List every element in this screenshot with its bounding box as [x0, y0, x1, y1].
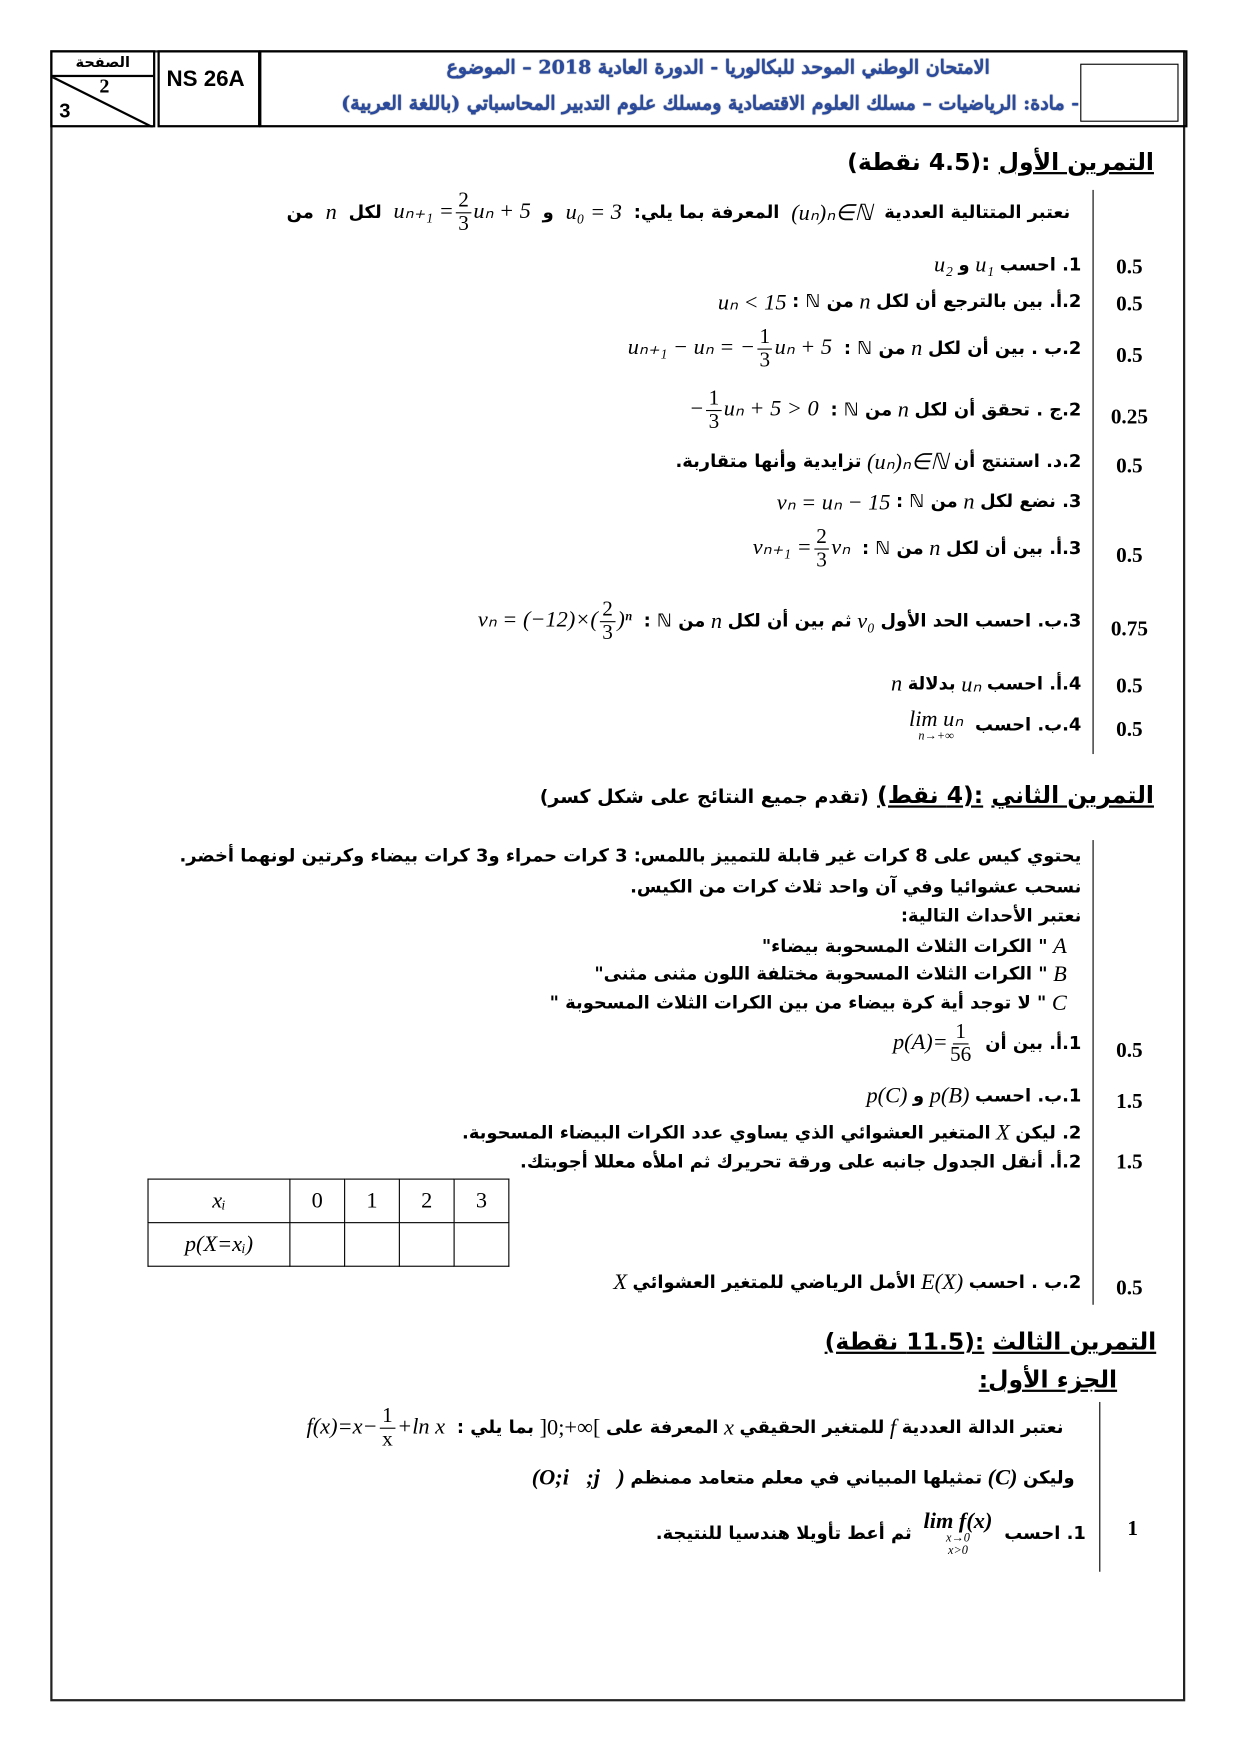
from-word: من: [286, 201, 314, 223]
page-label: الصفحة: [53, 53, 154, 78]
fraction: [456, 190, 471, 236]
fraction: [814, 526, 829, 572]
math-expression: [307, 1405, 446, 1451]
ex1-q4a-text: 4.أ. احسب: [986, 672, 1082, 694]
fraction: [600, 599, 615, 645]
page-total: 3: [59, 99, 71, 122]
ex1-q3a-m2: vₙ: [831, 535, 851, 560]
ex2-events-2-text: " لا توجد أية كرة بيضاء من بين الكرات الثلاث المسحوبة ": [549, 991, 1047, 1014]
ex2-events-1-name: B: [1053, 961, 1067, 987]
ex3-l2-C: (C): [987, 1465, 1018, 1491]
ex1-q2b: [622, 326, 1081, 372]
ex1-q4a-n: n: [890, 671, 903, 696]
ex3-title: التمرين الثالث: [992, 1328, 1157, 1356]
ex1-q2c-m1: −: [689, 396, 705, 422]
ex2-q1a-den: 56: [950, 1043, 972, 1067]
ex2-q1a-text: 1.أ. بين أن: [985, 1032, 1082, 1054]
ex1-q2a-math: uₙ < 15: [717, 290, 787, 316]
ex1-q2b-num: 1: [757, 326, 772, 349]
event-C: [550, 991, 1073, 1017]
ex3-q1-text: 1. احسب: [1004, 1522, 1086, 1544]
for-all: لكل: [348, 201, 382, 223]
ex3-q1-lim: lim f(x): [923, 1509, 993, 1534]
ex2-q2b-text: 2.ب . احسب: [968, 1271, 1082, 1293]
ex1-q3-text: 3. نضع لكل: [980, 490, 1082, 512]
intro-text: نعتبر المتتالية العددية: [884, 201, 1071, 223]
ex3-title: [825, 1328, 1157, 1355]
ex2-q2b: [608, 1270, 1082, 1296]
ex1-q2c-den: 3: [708, 409, 720, 434]
fraction: [706, 388, 721, 434]
ex2-table-row1_head: xᵢ: [148, 1179, 290, 1223]
math-expression: [924, 1510, 993, 1557]
q3a-points: 0.5: [1116, 544, 1143, 568]
ex2-q2b-EX: E(X): [921, 1270, 964, 1295]
ex3-l1-num: 1: [380, 1405, 395, 1428]
recurrence: [393, 190, 530, 236]
ex3-l2-a: وليكن: [1023, 1466, 1075, 1488]
ex2-q1b-pC: p(C): [866, 1083, 908, 1109]
ex2-q1a-m1: p(A)=: [892, 1030, 948, 1055]
ex2-table-values-2: 2: [399, 1179, 454, 1223]
ex3-line-2: [526, 1466, 1075, 1492]
ex3-l1-dom: ]0;+∞[: [539, 1415, 601, 1440]
var-n: n: [325, 199, 337, 225]
ex1-q4a-by: بدلالة: [907, 672, 956, 694]
ex2-q2a-points: 1.5: [1116, 1150, 1143, 1175]
ex3-l2-b: تمثيلها المبياني في معلم متعامد ممنظم: [630, 1466, 983, 1488]
q4b-points: 0.5: [1116, 718, 1143, 742]
ex1-q2b-den: 3: [759, 348, 771, 372]
ex1-q3b-num: 2: [600, 599, 615, 622]
ex1-q2b-m2: uₙ + 5: [774, 335, 833, 360]
ex1-intro-num: 2: [456, 190, 471, 213]
ex2-q1b-text: 1.ب. احسب: [975, 1084, 1082, 1106]
event-A: [762, 934, 1073, 960]
ex1-q1-u1: u₁: [975, 252, 995, 278]
ex1-q1-text: 1. احسب: [999, 253, 1082, 275]
ex1-q3: [771, 488, 1081, 516]
math-expression: [689, 388, 819, 434]
ex1-q2d-rest: تزايدية وأنها متقاربة.: [675, 450, 862, 472]
ex1-q2a-text: 2.أ. بين بالترجع أن لكل: [876, 290, 1082, 312]
ex2-points-divider: [1093, 840, 1094, 1305]
math-expression: [478, 599, 632, 645]
ex1-q2a: [712, 288, 1081, 316]
ex1-q2b-n: n: [911, 336, 923, 361]
ex1-q4b-text: 4.ب. احسب: [975, 713, 1082, 736]
q2a-points: 0.5: [1116, 292, 1143, 317]
ex1-q4b-under: n→+∞: [918, 729, 954, 743]
ex1-q4a: [885, 670, 1081, 698]
ex1-q1-u2: u₂: [934, 252, 953, 278]
ex1-intro: [287, 190, 1071, 236]
ex1-q3a-num: 2: [814, 526, 829, 549]
ex1-q3-n: n: [963, 489, 975, 514]
ex2-title: [540, 782, 1154, 809]
ex1-q2b-text: 2.ب . بين أن لكل: [927, 337, 1082, 359]
ex3-q1: [656, 1510, 1086, 1557]
ex2-line-1: يحتوي كيس على 8 كرات غير قابلة للتمييز باللمس: 3 كرات حمراء و3 كرات بيضاء وكرتين لونهما أخضر.: [179, 844, 1082, 866]
ex2-table-values-0: 0: [290, 1179, 345, 1223]
ex2-title: التمرين الثاني: [991, 781, 1154, 809]
exam-title-box: [259, 50, 1187, 127]
ex2-q2a: 2.أ. أنقل الجدول جانبه على ورقة تحريرك ثم املأه معللا أجوبتك.: [520, 1150, 1082, 1172]
ex3-l1-c: المعرفة على: [605, 1416, 719, 1438]
ex1-q2c-n: n: [897, 397, 909, 423]
probability-table: [147, 1179, 509, 1267]
ex2-q2-X: X: [996, 1120, 1010, 1146]
fraction: [380, 1405, 395, 1451]
ex3-q1-points: 1: [1127, 1517, 1139, 1541]
exam-code-box: [158, 50, 261, 127]
ex1-q1: [928, 252, 1081, 278]
page-number-box: [50, 50, 155, 127]
ex2-points: :(4 نقط): [877, 781, 984, 809]
ex1-q1-and: و: [958, 253, 970, 275]
ex3-l1-m1: f(x)=x−: [306, 1414, 378, 1439]
ex1-q2a-from: من ℕ :: [792, 290, 854, 312]
q3b-points: 0.75: [1110, 617, 1148, 642]
ex1-q3b-den: 3: [602, 621, 613, 645]
ex1-q2a-n: n: [859, 289, 871, 314]
page-current: 2: [99, 74, 110, 98]
ex1-q2c-m2: uₙ + 5 > 0: [723, 396, 819, 422]
ex1-q3-math: vₙ = uₙ − 15: [776, 490, 891, 515]
ex3-l1-x: x: [723, 1415, 734, 1440]
ex2-table-values-1: 1: [345, 1179, 400, 1223]
ex1-points: :(4.5 نقطة): [847, 148, 991, 176]
ex1-q2d-text: 2.د. استنتج أن: [953, 450, 1082, 472]
ex1-q3a-m1: vₙ₊₁ =: [752, 535, 812, 560]
ex2-note: (تقدم جميع النتائج على شكل كسر): [539, 786, 869, 809]
ex1-q3a-text: 3.أ. بين أن لكل: [945, 537, 1082, 559]
ex2-q1b-pB: p(B): [929, 1083, 970, 1109]
and-word: و: [542, 201, 554, 223]
ex1-points-divider: [1093, 190, 1094, 754]
ex2-line-3: نعتبر الأحداث التالية:: [900, 904, 1082, 927]
ex3-points-divider: [1099, 1402, 1100, 1572]
math-expression: [909, 708, 963, 743]
initial-term: u₀ = 3: [565, 199, 622, 225]
ex2-q2-text: 2. ليكن: [1015, 1121, 1082, 1143]
ex2-events-2-name: C: [1051, 990, 1067, 1016]
ex1-q3b-m2: )ⁿ: [617, 607, 632, 633]
ex1-q3a-den: 3: [816, 548, 827, 572]
ex3-l1-f: f: [889, 1415, 897, 1440]
q2b-points: 0.5: [1116, 344, 1143, 368]
ex2-line-2: نسحب عشوائيا وفي آن واحد ثلاث كرات من الكيس.: [630, 875, 1082, 898]
fraction: [950, 1021, 971, 1067]
ex2-q1b-points: 1.5: [1116, 1090, 1143, 1114]
ex2-q1b: [861, 1084, 1081, 1110]
ex2-events-0-text: " الكرات الثلاث المسحوبة بيضاء": [761, 935, 1048, 957]
ex1-q3b-from: من ℕ :: [643, 609, 706, 632]
fraction: [757, 326, 772, 372]
ex1-q2c-text: 2.ج . تحقق أن لكل: [914, 398, 1082, 420]
header-line-1: الامتحان الوطني الموحد للبكالوريا - الدورة العادية 2018 – الموضوع: [446, 56, 990, 80]
ex2-q2b-rest: الأمل الرياضي للمتغير العشوائي: [632, 1271, 916, 1293]
ex2-q1a: [887, 1021, 1081, 1067]
ex1-q2c-from: من ℕ :: [830, 398, 893, 420]
q2d-points: 0.5: [1116, 454, 1143, 479]
ex2-table-row2_head: p(X=xᵢ): [148, 1223, 290, 1267]
ex3-l1-m2: +ln x: [397, 1414, 446, 1439]
ex2-q2b-X: X: [613, 1270, 627, 1295]
q1-points: 0.5: [1116, 255, 1143, 280]
ex1-title-text: التمرين الأول: [998, 148, 1154, 176]
ex2-q1b-and: و: [913, 1084, 925, 1106]
ex2-q1a-num: 1: [953, 1021, 968, 1044]
table-row: [148, 1179, 509, 1223]
math-expression: [893, 1021, 973, 1067]
ex3-part-title: [979, 1366, 1117, 1393]
ex1-q2c-num: 1: [706, 388, 721, 411]
ex1-q2d-seq: (uₙ)ₙ∈ℕ: [867, 450, 949, 475]
ex2-q2b-points: 0.5: [1116, 1276, 1143, 1301]
ex1-q3a: [747, 526, 1081, 572]
ex1-q2c: [684, 388, 1082, 434]
ex1-intro-rec_r: uₙ + 5: [473, 198, 531, 224]
blank-box: [1080, 64, 1178, 122]
ex1-title: [847, 149, 1154, 176]
ex3-l1-a: نعتبر الدالة العددية: [901, 1416, 1064, 1438]
ex3-l1-den: x: [382, 1427, 393, 1452]
ex1-q3b-text: 3.ب. احسب الحد الأول: [880, 609, 1082, 632]
ex3-l1-b: للمتغير الحقيقي: [739, 1416, 885, 1438]
ex3-q1-rest: ثم أعط تأويلا هندسيا للنتيجة.: [655, 1522, 912, 1544]
math-expression: [628, 326, 832, 372]
q2c-points: 0.25: [1110, 405, 1148, 429]
q4a-points: 0.5: [1116, 674, 1143, 699]
ex1-q4b: [903, 708, 1081, 743]
table-row: [148, 1223, 509, 1267]
ex2-events-1-text: " الكرات الثلاث المسحوبة مختلفة اللون مثنى مثنى": [594, 962, 1048, 985]
ex1-q3b-v0: v₀: [857, 608, 875, 634]
exam-code: NS 26A: [166, 67, 245, 92]
math-expression: [753, 526, 850, 572]
ex1-q3b-then: ثم بين أن لكل: [727, 609, 852, 632]
ex1-q3a-from: من ℕ :: [861, 537, 924, 559]
event-B: [594, 962, 1072, 988]
header-line-2: - مادة: الرياضيات – مسلك العلوم الاقتصادية ومسلك علوم التدبير المحاسباتي (باللغة العربية): [341, 92, 1080, 116]
ex3-l2-frame: (O;i⃗;j⃗): [531, 1465, 625, 1491]
ex1-q3b-n: n: [710, 608, 723, 634]
ex3-q1-under2: x>0: [948, 1543, 968, 1558]
ex1-q2b-m1: uₙ₊₁ − uₙ = −: [627, 335, 756, 360]
intro-text-2: المعرفة بما يلي:: [633, 201, 780, 223]
ex1-intro-den: 3: [458, 212, 469, 236]
ex3-points: :(11.5 نقطة): [824, 1328, 985, 1356]
ex1-q4a-un: uₙ: [961, 672, 982, 698]
ex2-q1a-points: 0.5: [1116, 1038, 1143, 1063]
ex1-q2d: [675, 448, 1081, 476]
ex3-line-1: [301, 1405, 1064, 1451]
ex3-l1-d: بما يلي :: [456, 1416, 535, 1438]
ex1-q3-from: من ℕ :: [896, 490, 958, 512]
ex3-part: الجزء الأول:: [978, 1366, 1118, 1394]
ex1-q3b: [472, 599, 1081, 645]
ex3-q1-under1: x→0: [946, 1531, 970, 1545]
ex1-q2b-from: من ℕ :: [843, 337, 906, 359]
ex1-q4b-lim: lim uₙ: [908, 707, 964, 732]
ex1-intro-rec_l: uₙ₊₁ =: [393, 198, 454, 224]
ex1-q3b-m1: vₙ = (−12)×(: [477, 607, 598, 633]
ex2-q2: [462, 1120, 1081, 1146]
ex2-events-0-name: A: [1053, 933, 1067, 959]
ex1-q3a-n: n: [929, 536, 941, 561]
ex2-table-values-3: 3: [454, 1179, 509, 1223]
sequence-u: (uₙ)ₙ∈ℕ: [791, 201, 873, 226]
ex2-q2-rest: المتغير العشوائي الذي يساوي عدد الكرات البيضاء المسحوبة.: [462, 1121, 991, 1143]
